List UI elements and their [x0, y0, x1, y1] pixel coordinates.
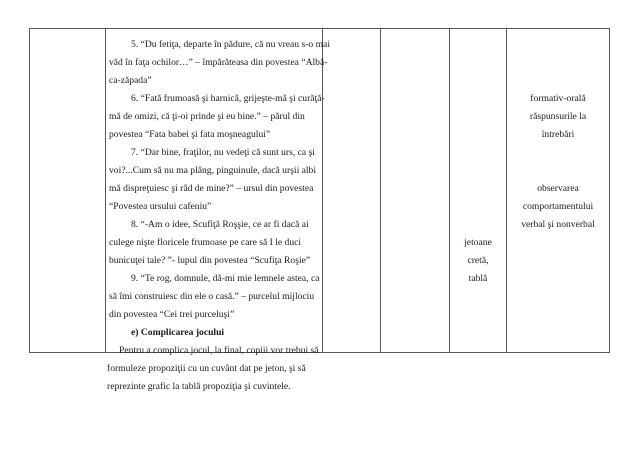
text-line: formuleze propoziţii cu un cuvânt dat pe jeton, şi să: [107, 363, 306, 374]
text-line: văd în faţa ochilor…” – împărăteasa din povestea “Albă-: [109, 57, 328, 68]
table-bottom-border: [29, 352, 609, 353]
column-divider: [29, 28, 30, 353]
evaluation-item: formativ-orală: [530, 93, 586, 104]
text-line: povestea “Fata babei şi fata moşneagului”: [109, 129, 271, 140]
text-line: Pentru a complica jocul, la final, copiii vor trebui să: [119, 345, 319, 356]
text-line: bunicuţei tale? ”- lupul din povestea “Scufiţa Roşie”: [109, 255, 311, 266]
text-line: 7. “Dar bine, fraţilor, nu vedeţi că sunt urs, ca şi: [131, 147, 315, 158]
column-divider: [380, 28, 381, 353]
text-line: culege nişte floricele frumoase pe care să I le duci: [109, 237, 302, 248]
column-divider: [105, 28, 106, 353]
evaluation-item: răspunsurile la: [529, 111, 587, 122]
text-line: ca-zăpada”: [109, 75, 152, 86]
column-divider: [322, 28, 323, 353]
text-line: reprezinte grafic la tablă propoziţia şi cuvintele.: [107, 381, 291, 392]
text-line: “Povestea ursului cafeniu”: [109, 201, 212, 212]
text-line: 5. “Du fetiţa, departe în pădure, că nu vreau s-o mai: [131, 39, 330, 50]
text-line: voi?...Cum să nu ma plâng, pinguinule, dacă urşii albi: [109, 165, 317, 176]
evaluation-item: comportamentului: [522, 201, 594, 212]
resource-item: cretă,: [467, 255, 489, 266]
column-divider: [609, 28, 610, 353]
evaluation-item: observarea: [537, 183, 579, 194]
evaluation-item: verbal şi nonverbal: [521, 219, 595, 230]
table-top-border: [29, 28, 609, 29]
column-divider: [449, 28, 450, 353]
text-line: mă dispreţuiesc şi râd de mine?” – ursul din povestea: [109, 183, 314, 194]
text-line: 6. “Fată frumoasă şi harnică, grijeşte-mă şi curăţă-: [131, 93, 325, 104]
section-heading: e) Complicarea jocului: [131, 327, 225, 338]
text-line: să îmi construiesc din ele o casă.” – purcelul mijlociu: [109, 291, 315, 302]
text-line: 8. “-Am o idee, Scufiţă Roşşie, ce ar fi dacă ai: [131, 219, 309, 230]
evaluation-item: întrebări: [541, 129, 575, 140]
text-line: mă de omizi, că ţi-oi prinde şi eu bine.” – părul din: [109, 111, 305, 122]
text-line: 9. “Te rog, domnule, dă-mi mie lemnele astea, ca: [131, 273, 320, 284]
resource-item: tablă: [468, 273, 488, 284]
text-line: din povestea “Cei trei purceluşi”: [109, 309, 235, 320]
resource-item: jetoane: [464, 237, 492, 248]
